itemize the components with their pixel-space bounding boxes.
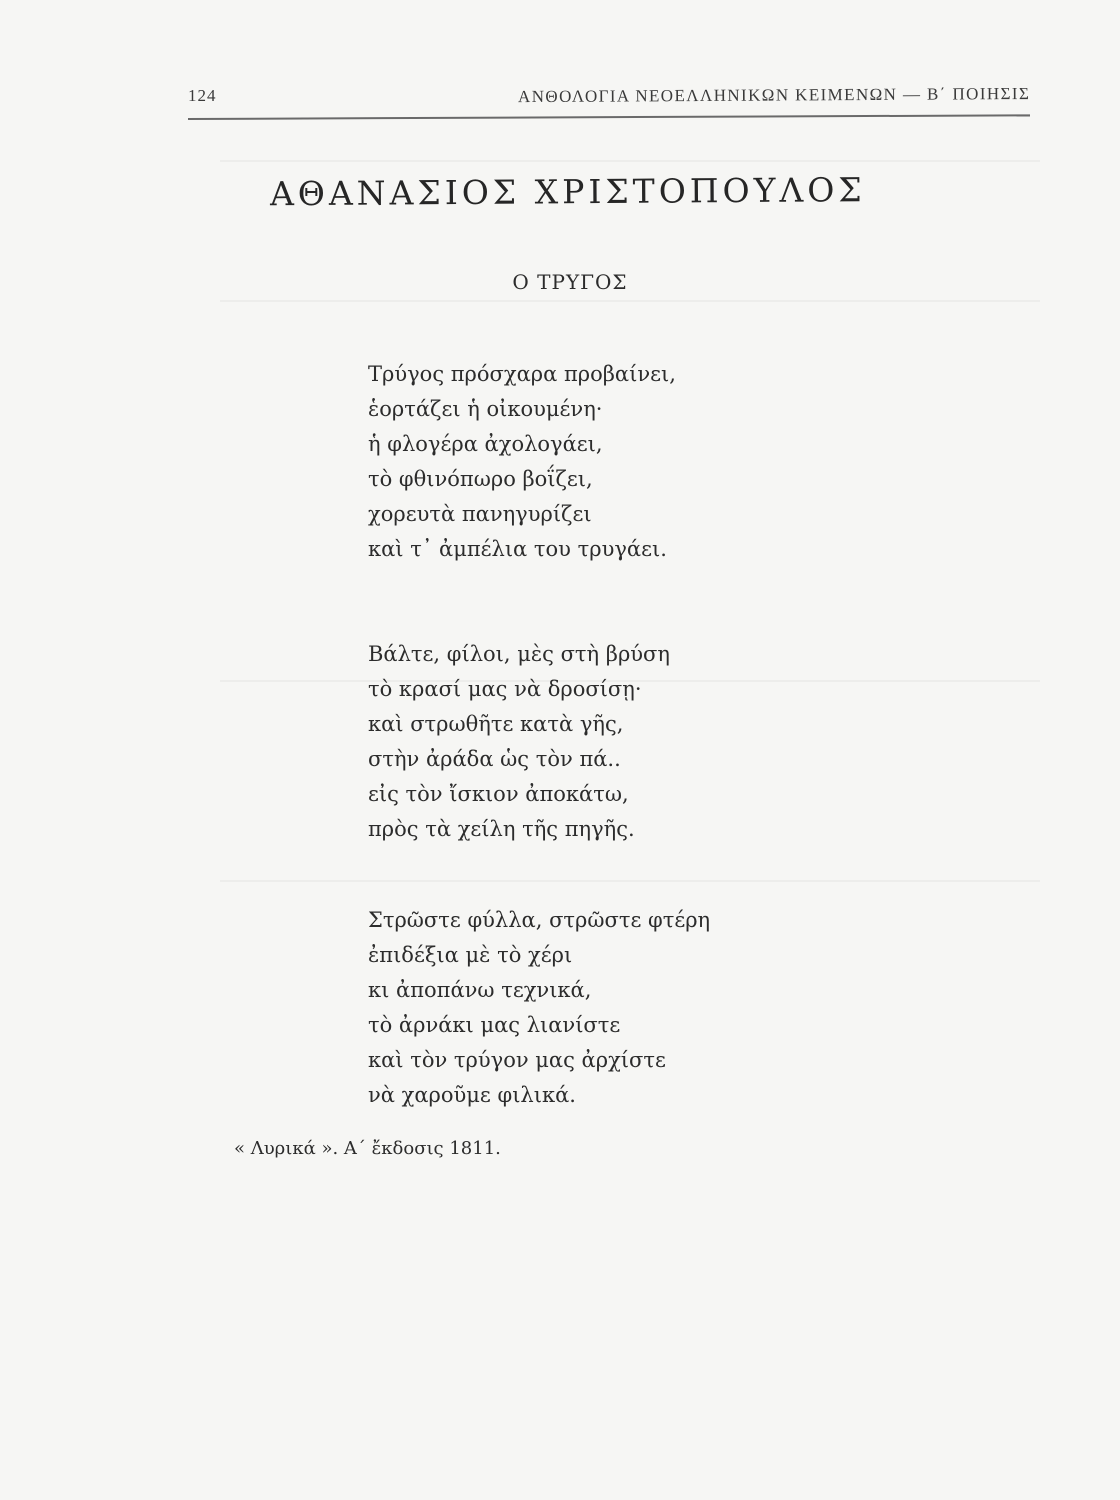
verse-line: κι ἀποπάνω τεχνικά, [368,978,592,1002]
show-through [220,880,1040,882]
verse-line: καὶ τὸν τρύγον μας ἀρχίστε [368,1048,666,1072]
verse-line: πρὸς τὰ χείλη τῆς πηγῆς. [368,817,635,841]
verse-line: τὸ φθινόπωρο βοΐζει, [368,467,593,491]
verse-line: τὸ κρασί μας νὰ δροσίσῃ· [368,677,642,701]
stanza [368,903,828,1113]
verse-line: εἰς τὸν ἴσκιον ἀποκάτω, [368,782,629,806]
verse-line: νὰ χαροῦμε φιλικά. [368,1083,576,1107]
verse-line: τὸ ἀρνάκι μας λιανίστε [368,1013,621,1037]
page-number: 124 [188,86,217,105]
verse-line: ἡ φλογέρα ἀχολογάει, [368,432,603,456]
verse-line: ἐπιδέξια μὲ τὸ χέρι [368,943,573,967]
source-citation: « Λυρικά ». Α΄ ἔκδοσις 1811. [234,1138,501,1159]
verse-line: χορευτὰ πανηγυρίζει [368,502,592,526]
verse-line: Τρύγος πρόσχαρα προβαίνει, [368,362,676,386]
verse-line: καὶ τ᾽ ἀμπέλια του τρυγάει. [368,537,667,561]
verse-line: Στρῶστε φύλλα, στρῶστε φτέρη [368,908,711,932]
author-name: ΑΘΑΝΑΣΙΟΣ ΧΡΙΣΤΟΠΟΥΛΟΣ [269,170,866,214]
stanza [368,637,828,847]
verse-line: ἑορτάζει ἡ οἰκουμένη· [368,397,603,421]
poem-title: Ο ΤΡΥΓΟΣ [512,270,628,294]
verse-line: Βάλτε, φίλοι, μὲς στὴ βρύση [368,642,670,666]
running-head [188,80,1030,110]
verse-line: στὴν ἀράδα ὡς τὸν πά.. [368,747,621,771]
header-rule [188,114,1030,120]
stanza [368,357,828,567]
show-through [220,160,1040,162]
show-through [220,300,1040,302]
running-title: ΑΝΘΟΛΟΓΙΑ ΝΕΟΕΛΛΗΝΙΚΩΝ ΚΕΙΜΕΝΩΝ — Β΄ ΠΟΙΗΣΙΣ [517,84,1031,107]
verse-line: καὶ στρωθῆτε κατὰ γῆς, [368,712,624,736]
